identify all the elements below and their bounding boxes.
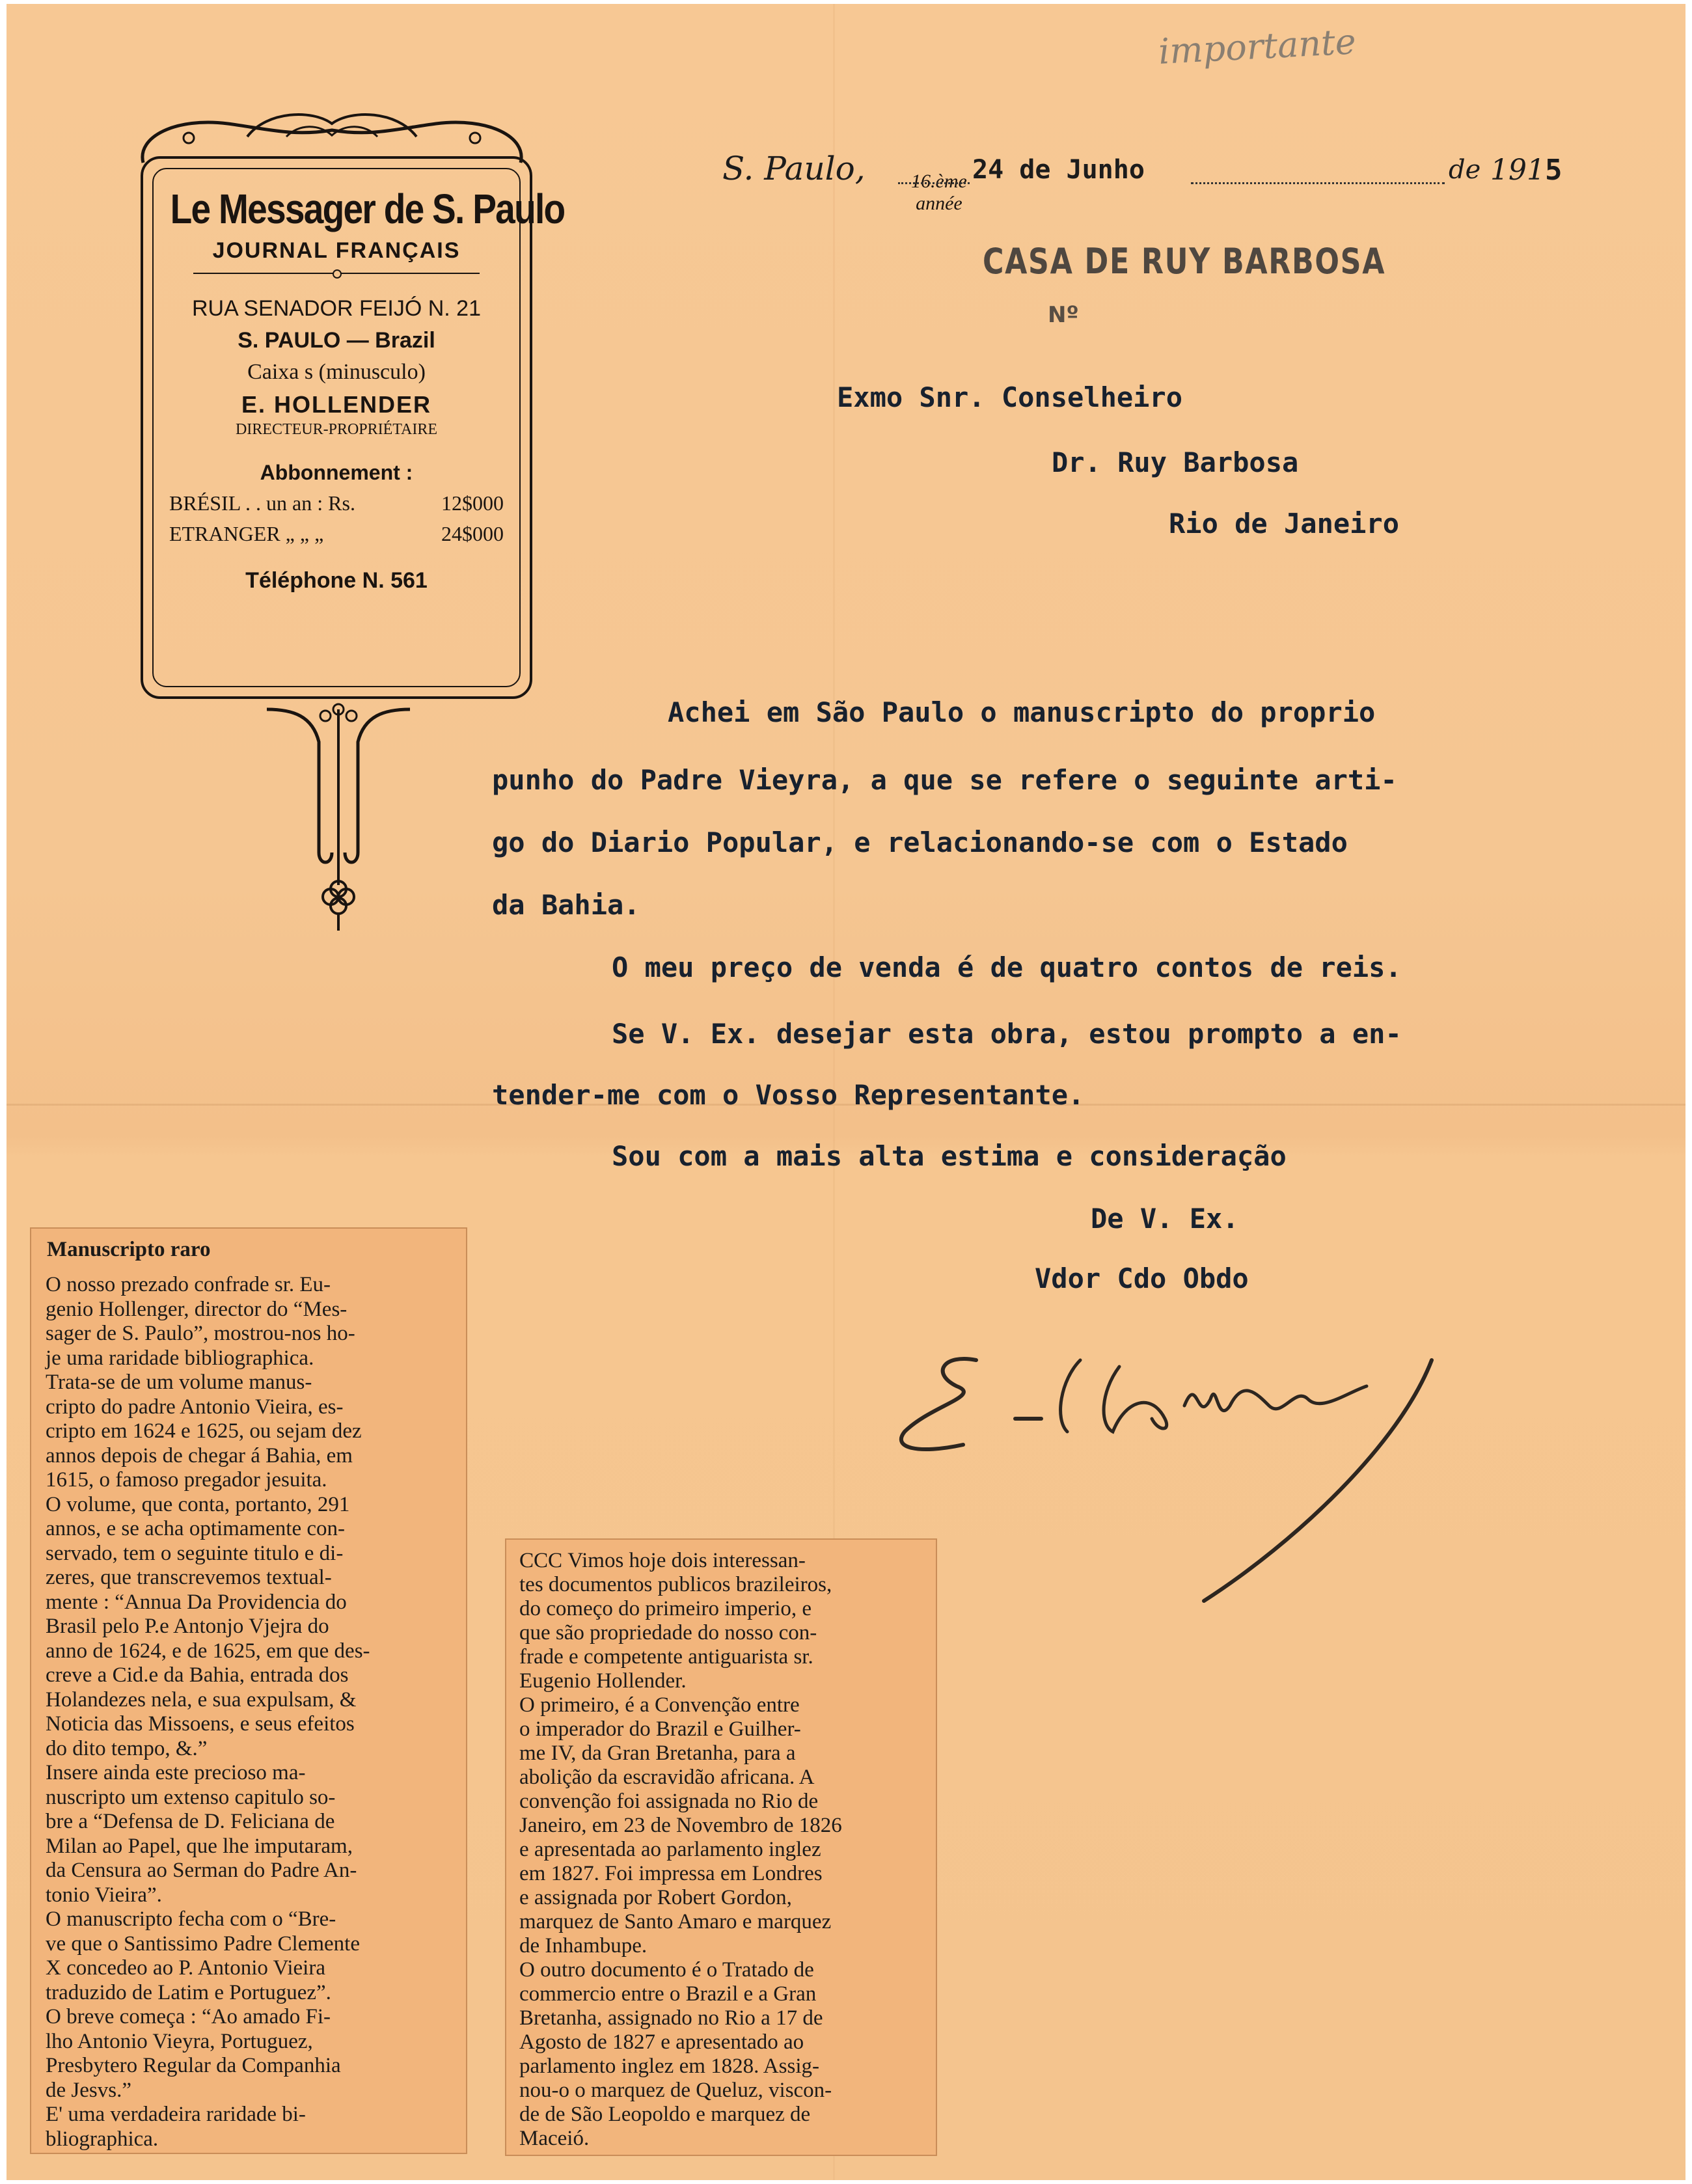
newspaper-caixa: Caixa s (minusculo) [247, 360, 426, 384]
archive-stamp-number: Nº [1048, 302, 1079, 328]
address-line-1: Exmo Snr. Conselheiro [837, 381, 1183, 413]
clipping-line: Agosto de 1827 e apresentado ao [519, 2030, 804, 2054]
newspaper-phone: Téléphone N. 561 [245, 568, 428, 593]
subscription-foreign-label: ETRANGER „ „ „ [169, 522, 324, 545]
clipping-line: nuscripto um extenso capitulo so- [46, 1785, 336, 1809]
letterhead [141, 156, 967, 699]
dateline-year: 1915 [1490, 154, 1562, 187]
dateline-de: de [1449, 155, 1481, 185]
clipping-line: Bretanha, assignado no Rio a 17 de [519, 2006, 823, 2030]
clipping-line: Janeiro, em 23 de Novembro de 1826 [519, 1814, 842, 1837]
clipping-line: O primeiro, é a Convenção entre [519, 1693, 800, 1717]
clipping-line: Noticia das Missoens, e seus efeitos [46, 1712, 355, 1736]
clipping-line: do dito tempo, &.” [46, 1736, 208, 1760]
address-line-2: Dr. Ruy Barbosa [1052, 446, 1299, 478]
dateline-dots [1191, 182, 1445, 184]
clipping-line: em 1827. Foi impressa em Londres [519, 1862, 823, 1885]
clipping-line: de Inhambupe. [519, 1934, 648, 1958]
clipping-line: O volume, que conta, portanto, 291 [46, 1492, 350, 1516]
clipping-line: do começo do primeiro imperio, e [519, 1597, 812, 1620]
clipping-line: annos depois de chegar á Bahia, em [46, 1443, 353, 1467]
clipping-line: bliographica. [46, 2127, 159, 2151]
clipping-heading: Manuscripto raro [47, 1238, 211, 1261]
clipping-line: O outro documento é o Tratado de [519, 1958, 814, 1982]
clipping-line: Presbytero Regular da Companhia [46, 2054, 341, 2077]
clipping-line: genio Hollenger, director do “Mes- [46, 1297, 348, 1321]
handwritten-note: importante [1157, 21, 1358, 72]
body-line: Achei em São Paulo o manuscripto do proprio [668, 696, 1376, 728]
letterhead-inner-border [152, 168, 565, 687]
newspaper-clipping-2 [505, 1538, 937, 2156]
clipping-line: mente : “Annua Da Providencia do [46, 1590, 347, 1614]
clipping-line: tonio Vieira”. [46, 1883, 162, 1907]
clipping-line: Brasil pelo P.e Antonjo Vjejra do [46, 1615, 329, 1638]
body-line: Se V. Ex. desejar esta obra, estou prompto a en- [612, 1018, 1402, 1050]
clipping-line: 1615, o famoso pregador jesuita. [46, 1468, 327, 1492]
clipping-line: e assignada por Robert Gordon, [519, 1886, 792, 1909]
dateline-place: S. Paulo, [722, 150, 866, 187]
newspaper-clipping-1 [30, 1227, 467, 2154]
body-line: punho do Padre Vieyra, a que se refere o seguinte arti- [492, 764, 1397, 796]
subscription-brazil-label: BRÉSIL . . un an : Rs. [169, 491, 355, 515]
body-line: go do Diario Popular, e relacionando-se com o Estado [492, 826, 1348, 858]
dateline [722, 150, 1601, 189]
clipping-line: Holandezes nela, e sua expulsam, & [46, 1687, 357, 1712]
closing-line-2: Vdor Cdo Obdo [1035, 1263, 1249, 1294]
subscription-foreign-price: 24$000 [441, 522, 504, 545]
clipping-line: O nosso prezado confrade sr. Eu- [46, 1273, 331, 1296]
archive-stamp: CASA DE RUY BARBOSA [983, 241, 1386, 282]
clipping-line: convenção foi assignada no Rio de [519, 1790, 819, 1813]
clipping-line: marquez de Santo Amaro e marquez [519, 1910, 832, 1933]
newspaper-city: S. PAULO — Brazil [238, 328, 435, 353]
clipping-line: que são propriedade do nosso con- [519, 1621, 817, 1645]
clipping-line: Trata-se de um volume manus- [46, 1371, 312, 1394]
clipping-line: Insere ainda este precioso ma- [46, 1761, 306, 1784]
subscription-title: Abbonnement : [260, 461, 413, 484]
clipping-line: je uma raridade bibliographica. [46, 1346, 314, 1370]
clipping-line: zeres, que transcrevemos textual- [46, 1566, 332, 1589]
clipping-line: anno de 1624, e de 1625, em que des- [46, 1639, 370, 1663]
clipping-line: de Jesvs.” [46, 2078, 131, 2102]
clipping-line: servado, tem o seguinte titulo e di- [46, 1541, 344, 1565]
clipping-line: X concedeo ao P. Antonio Vieira [46, 1956, 325, 1980]
clipping-line: traduzido de Latim e Portuguez”. [46, 1980, 331, 2004]
letterhead-divider [193, 273, 480, 274]
body-line: O meu preço de venda é de quatro contos de reis. [612, 951, 1402, 983]
clipping-line: E' uma verdadeira raridade bi- [46, 2103, 306, 2126]
letterhead-bottom-ornament-icon [254, 690, 423, 937]
clipping-line: o imperador do Brazil e Guilher- [519, 1717, 801, 1741]
clipping-line: Eugenio Hollender. [519, 1669, 687, 1693]
clipping-line: O breve começa : “Ao amado Fi- [46, 2005, 331, 2028]
clipping-line: O manuscripto fecha com o “Bre- [46, 1907, 336, 1931]
clipping-line: parlamento inglez em 1828. Assig- [519, 2054, 819, 2078]
clipping-line: tes documentos publicos brazileiros, [519, 1573, 832, 1596]
body-line: tender-me com o Vosso Representante. [492, 1079, 1085, 1111]
clipping-line: cripto em 1624 e 1625, ou sejam dez [46, 1419, 362, 1443]
clipping-line: me IV, da Gran Bretanha, para a [519, 1741, 796, 1765]
clipping-line: nou-o o marquez de Queluz, viscon- [519, 2079, 832, 2102]
clipping-line: annos, e se acha optimamente con- [46, 1517, 345, 1540]
clipping-line: lho Antonio Vieyra, Portuguez, [46, 2029, 313, 2053]
clipping-line: Milan ao Papel, que lhe imputaram, [46, 1834, 353, 1858]
clipping-line: bre a “Defensa de D. Feliciana de [46, 1810, 335, 1833]
newspaper-title: Le Messager de S. Paulo [170, 185, 565, 232]
dateline-date: 24 de Junho [972, 155, 1145, 185]
clipping-line: da Censura ao Serman do Padre An- [46, 1859, 357, 1882]
closing-line-1: De V. Ex. [1091, 1203, 1239, 1235]
signature [892, 1334, 1464, 1620]
newspaper-address: RUA SENADOR FEIJÓ N. 21 [192, 296, 481, 321]
clipping-line: ϹϹϹ Vimos hoje dois interessan- [519, 1549, 806, 1572]
clipping-line: frade e competente antiguarista sr. [519, 1645, 813, 1669]
owner-role: DIRECTEUR-PROPRIÉTAIRE [235, 421, 438, 438]
clipping-line: creve a Cid.e da Bahia, entrada dos [46, 1663, 349, 1687]
address-line-3: Rio de Janeiro [1169, 508, 1400, 539]
dateline-dots [898, 182, 970, 184]
clipping-line: e apresentada ao parlamento inglez [519, 1838, 821, 1861]
clipping-line: cripto do padre Antonio Vieira, es- [46, 1395, 344, 1419]
newspaper-subtitle: JOURNAL FRANÇAIS [212, 238, 461, 263]
clipping-line: abolição da escravidão africana. A [519, 1766, 815, 1789]
body-line: da Bahia. [492, 889, 640, 921]
clipping-line: sager de S. Paulo”, mostrou-nos ho- [46, 1322, 355, 1345]
newspaper-year: 16.ème année [911, 171, 967, 214]
clipping-line: de de São Leopoldo e marquez de [519, 2103, 811, 2126]
clipping-line: commercio entre o Brazil e a Gran [519, 1982, 817, 2006]
clipping-line: ve que o Santissimo Padre Clemente [46, 1931, 360, 1956]
newspaper-owner: E. HOLLENDER [241, 391, 431, 418]
clipping-line: Maceió. [519, 2127, 590, 2150]
subscription-brazil-price: 12$000 [441, 491, 504, 515]
body-line: Sou com a mais alta estima e consideração [612, 1140, 1287, 1172]
